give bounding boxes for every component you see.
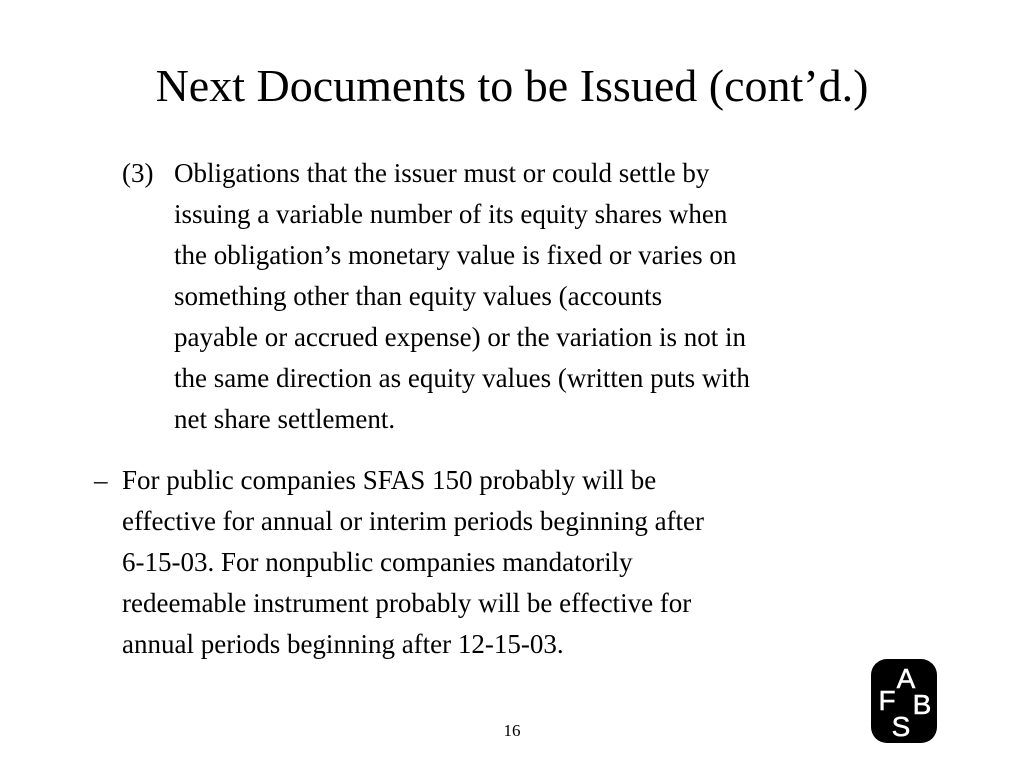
bullet-line: effective for annual or interim periods beginning after — [122, 506, 705, 536]
item-line: the same direction as equity values (written puts with — [174, 363, 750, 393]
item-line: Obligations that the issuer must or could settle by — [174, 158, 710, 188]
item-line: net share settlement. — [174, 404, 396, 434]
bullet-line: For public companies SFAS 150 probably will be — [122, 465, 657, 495]
dash-marker: – — [94, 465, 108, 495]
item-line: the obligation’s monetary value is fixed or varies on — [174, 240, 737, 270]
bullet-text — [122, 460, 704, 665]
logo-letter-s: S — [891, 711, 911, 742]
item-marker: (3) — [122, 158, 154, 188]
item-line: something other than equity values (accounts — [174, 281, 663, 311]
slide-title: Next Documents to be Issued (cont’d.) — [155, 60, 869, 111]
item-line: payable or accrued expense) or the variation is not in — [174, 322, 747, 352]
logo-letter-f: F — [878, 685, 896, 716]
bullet-line: redeemable instrument probably will be effective for — [122, 588, 692, 618]
logo-letter-b: B — [912, 689, 932, 720]
page-number: 16 — [503, 721, 521, 740]
item-line: issuing a variable number of its equity shares when — [174, 199, 728, 229]
logo-letter-a: A — [896, 663, 916, 694]
item-text — [174, 153, 750, 440]
bullet-line: 6-15-03. For nonpublic companies mandatorily — [122, 547, 633, 577]
fasb-logo-icon — [870, 658, 938, 744]
bullet-line: annual periods beginning after 12-15-03. — [122, 629, 564, 659]
